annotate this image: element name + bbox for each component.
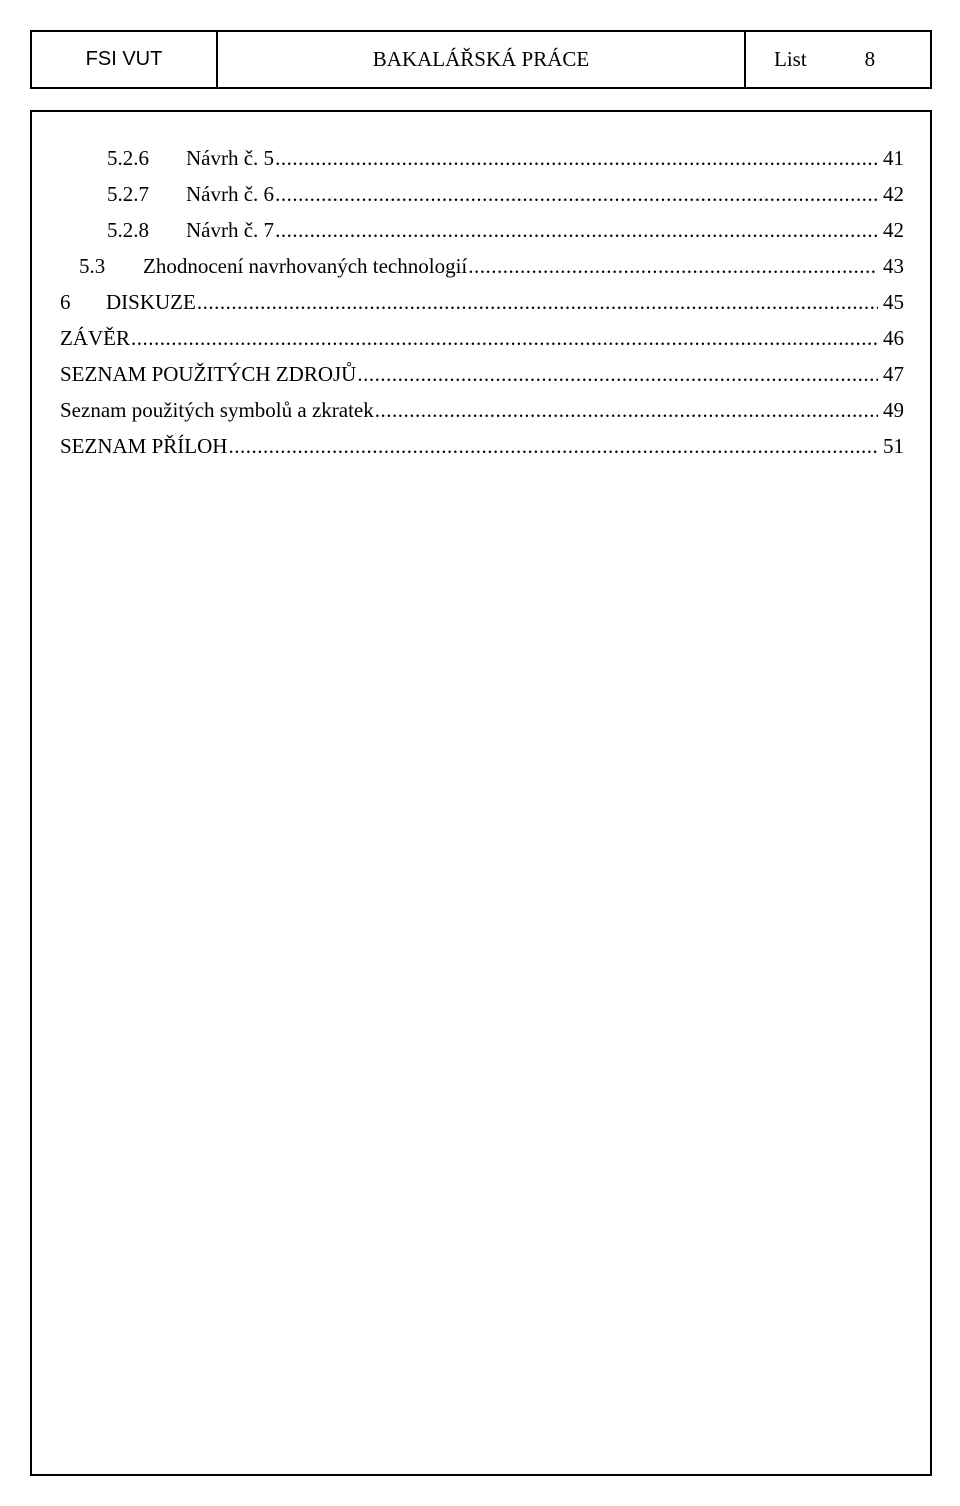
sheet-number: 8 xyxy=(864,47,876,71)
toc-entry-number: 6 xyxy=(60,290,71,314)
toc-entry-title: ZÁVĚR xyxy=(60,326,130,350)
toc-dot-leader xyxy=(275,140,878,176)
toc-dot-leader xyxy=(131,320,878,356)
toc-entry-page: 51 xyxy=(883,434,904,458)
page-frame xyxy=(30,110,932,1476)
sheet-info xyxy=(746,32,930,87)
toc-entry-title: Návrh č. 5 xyxy=(186,146,275,170)
toc-entry-page: 45 xyxy=(883,290,904,314)
document-type: BAKALÁŘSKÁ PRÁCE xyxy=(218,32,746,87)
toc-entry[interactable] xyxy=(60,356,904,392)
toc-entry-title: Zhodnocení navrhovaných technologií xyxy=(143,254,468,278)
toc-entry-page: 46 xyxy=(883,326,904,350)
toc-dot-leader xyxy=(375,392,878,428)
table-of-contents xyxy=(60,140,904,464)
toc-dot-leader xyxy=(197,284,878,320)
toc-entry-number: 5.2.8 xyxy=(107,218,149,242)
toc-dot-leader xyxy=(275,176,878,212)
toc-entry-number: 5.3 xyxy=(79,254,106,278)
school-name: FSI VUT xyxy=(32,32,218,87)
toc-entry[interactable] xyxy=(60,248,904,284)
toc-entry-page: 43 xyxy=(883,254,904,278)
toc-entry[interactable] xyxy=(60,428,904,464)
toc-entry-page: 42 xyxy=(883,218,904,242)
toc-entry-page: 42 xyxy=(883,182,904,206)
toc-dot-leader xyxy=(468,248,878,284)
toc-entry-title: SEZNAM PŘÍLOH xyxy=(60,434,228,458)
toc-entry-title: Seznam použitých symbolů a zkratek xyxy=(60,398,374,422)
toc-entry[interactable] xyxy=(60,212,904,248)
toc-dot-leader xyxy=(357,356,878,392)
toc-entry-title: DISKUZE xyxy=(106,290,196,314)
toc-entry-title: SEZNAM POUŽITÝCH ZDROJŮ xyxy=(60,362,357,386)
toc-entry-number: 5.2.6 xyxy=(107,146,149,170)
toc-entry[interactable] xyxy=(60,284,904,320)
toc-dot-leader xyxy=(228,428,878,464)
toc-entry[interactable] xyxy=(60,392,904,428)
sheet-label: List xyxy=(774,47,807,71)
toc-dot-leader xyxy=(275,212,878,248)
toc-entry-page: 49 xyxy=(883,398,904,422)
toc-entry[interactable] xyxy=(60,140,904,176)
toc-entry-title: Návrh č. 7 xyxy=(186,218,275,242)
toc-entry-page: 47 xyxy=(883,362,904,386)
toc-entry-page: 41 xyxy=(883,146,904,170)
toc-entry[interactable] xyxy=(60,320,904,356)
toc-entry-number: 5.2.7 xyxy=(107,182,149,206)
toc-entry-title: Návrh č. 6 xyxy=(186,182,275,206)
page-header xyxy=(30,30,932,89)
toc-entry[interactable] xyxy=(60,176,904,212)
